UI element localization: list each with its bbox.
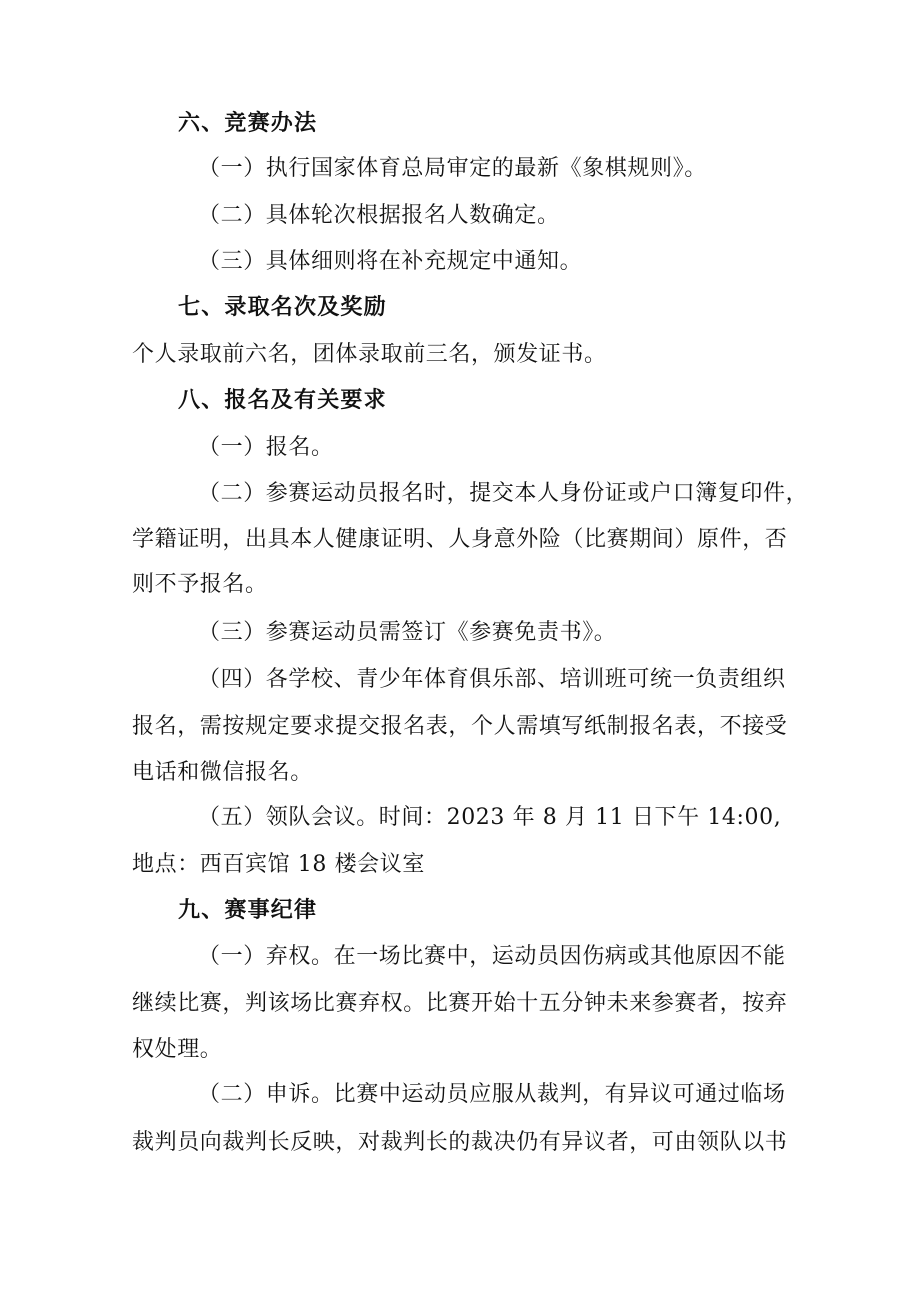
paragraph-line: 则不予报名。 bbox=[132, 572, 268, 597]
paragraph-line: （三）具体细则将在补充规定中通知。 bbox=[198, 249, 583, 274]
paragraph-line: 报名，需按规定要求提交报名表，个人需填写纸制报名表，不接受 bbox=[132, 714, 788, 739]
paragraph-line: 电话和微信报名。 bbox=[132, 760, 313, 785]
paragraph-line: 继续比赛，判该场比赛弃权。比赛开始十五分钟未来参赛者，按弃 bbox=[132, 991, 788, 1016]
paragraph-line: （五）领队会议。时间：2023 年 8 月 11 日下午 14:00, bbox=[198, 805, 782, 830]
section-heading-7: 七、录取名次及奖励 bbox=[178, 295, 387, 320]
paragraph-line: 学籍证明，出具本人健康证明、人身意外险（比赛期间）原件，否 bbox=[132, 527, 788, 552]
paragraph-line: （二）参赛运动员报名时，提交本人身份证或户口簿复印件， bbox=[198, 481, 809, 506]
paragraph-line: 个人录取前六名，团体录取前三名，颁发证书。 bbox=[132, 342, 607, 367]
paragraph-line: 地点：西百宾馆 18 楼会议室 bbox=[132, 852, 425, 877]
paragraph-line: （一）报名。 bbox=[198, 435, 334, 460]
paragraph-line: （二）具体轮次根据报名人数确定。 bbox=[198, 203, 560, 228]
paragraph-line: （一）执行国家体育总局审定的最新《象棋规则》。 bbox=[198, 156, 707, 181]
paragraph-line: 权处理。 bbox=[132, 1037, 223, 1062]
paragraph-line: 裁判员向裁判长反映，对裁判长的裁决仍有异议者，可由领队以书 bbox=[132, 1130, 788, 1155]
paragraph-line: （二）申诉。比赛中运动员应服从裁判，有异议可通过临场 bbox=[198, 1082, 786, 1107]
section-heading-9: 九、赛事纪律 bbox=[178, 898, 318, 923]
section-heading-6: 六、竞赛办法 bbox=[178, 111, 318, 136]
paragraph-line: （四）各学校、青少年体育俱乐部、培训班可统一负责组织 bbox=[198, 667, 786, 692]
paragraph-line: （一）弃权。在一场比赛中，运动员因伤病或其他原因不能 bbox=[198, 944, 786, 969]
paragraph-line: （三）参赛运动员需签订《参赛免责书》。 bbox=[198, 620, 617, 645]
section-heading-8: 八、报名及有关要求 bbox=[178, 388, 387, 413]
